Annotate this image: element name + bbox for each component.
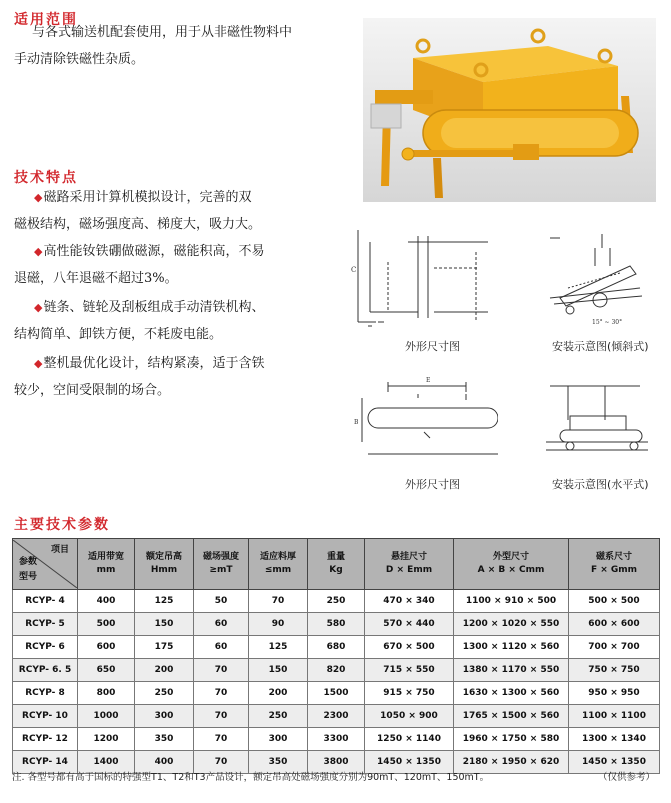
table-cell: 570 × 440 xyxy=(365,613,454,636)
header-model-label: 型号 xyxy=(19,572,38,582)
table-row xyxy=(13,613,660,636)
svg-text:B: B xyxy=(354,419,359,426)
table-cell: 60 xyxy=(194,636,249,659)
table-cell: 2180 × 1950 × 620 xyxy=(454,751,569,774)
table-cell: 800 xyxy=(78,682,135,705)
table-cell: 1000 xyxy=(78,705,135,728)
table-cell: 70 xyxy=(194,751,249,774)
table-cell: 3300 xyxy=(308,728,365,751)
table-cell: 500 × 500 xyxy=(569,590,660,613)
bullet-diamond-icon: ◆ xyxy=(34,301,43,314)
bullet-diamond-icon: ◆ xyxy=(34,245,43,258)
table-cell: 400 xyxy=(135,751,194,774)
spec-table xyxy=(12,538,660,774)
feature-1-line2: 磁极结构，磁场强度高、梯度大，吸力大。 xyxy=(14,217,262,232)
bullet-diamond-icon: ◆ xyxy=(34,357,43,370)
table-cell: 400 xyxy=(78,590,135,613)
table-cell: 715 × 550 xyxy=(365,659,454,682)
table-cell: RCYP- 10 xyxy=(13,705,78,728)
header-col-magnet-size: 磁系尺寸 F × Gmm xyxy=(569,539,660,590)
table-cell: 1450 × 1350 xyxy=(569,751,660,774)
table-cell: 150 xyxy=(135,613,194,636)
table-cell: 200 xyxy=(135,659,194,682)
header-col-hang-size: 悬挂尺寸 D × Emm xyxy=(365,539,454,590)
table-row xyxy=(13,659,660,682)
table-cell: 300 xyxy=(135,705,194,728)
table-cell: RCYP- 4 xyxy=(13,590,78,613)
install-horizontal-drawing xyxy=(540,380,652,466)
table-cell: 1960 × 1750 × 580 xyxy=(454,728,569,751)
svg-text:C: C xyxy=(351,266,357,274)
table-cell: 250 xyxy=(249,705,308,728)
feature-3-line2: 结构简单、卸铁方便，不耗废电能。 xyxy=(14,327,223,342)
table-cell: 60 xyxy=(194,613,249,636)
table-row xyxy=(13,728,660,751)
table-cell: 70 xyxy=(249,590,308,613)
table-cell: 1300 × 1120 × 560 xyxy=(454,636,569,659)
table-row xyxy=(13,705,660,728)
header-col-field: 磁场强度 ≥mT xyxy=(194,539,249,590)
table-cell: 650 xyxy=(78,659,135,682)
table-cell: 680 xyxy=(308,636,365,659)
table-cell: 1100 × 910 × 500 xyxy=(454,590,569,613)
table-cell: 350 xyxy=(135,728,194,751)
table-cell: 70 xyxy=(194,728,249,751)
scope-text-line1: 与各式输送机配套使用，用于从非磁性物料中 xyxy=(32,25,293,40)
header-corner-cell xyxy=(13,539,78,590)
table-cell: 1400 xyxy=(78,751,135,774)
table-cell: 700 × 700 xyxy=(569,636,660,659)
table-cell: 1050 × 900 xyxy=(365,705,454,728)
table-cell: RCYP- 12 xyxy=(13,728,78,751)
scope-text-line2: 手动清除铁磁性杂质。 xyxy=(14,52,145,67)
table-cell: 1300 × 1340 xyxy=(569,728,660,751)
table-cell: 820 xyxy=(308,659,365,682)
table-cell: 175 xyxy=(135,636,194,659)
feature-1-line1: ◆磁路采用计算机模拟设计，完善的双 xyxy=(34,190,252,205)
table-note-reference: （仅供参考） xyxy=(597,772,655,783)
table-cell: 1200 × 1020 × 550 xyxy=(454,613,569,636)
table-cell: 125 xyxy=(135,590,194,613)
table-cell: 600 xyxy=(78,636,135,659)
table-row xyxy=(13,636,660,659)
install-inclined-drawing xyxy=(540,228,652,328)
header-col-outline-size: 外型尺寸 A × B × Cmm xyxy=(454,539,569,590)
table-cell: 950 × 950 xyxy=(569,682,660,705)
table-cell: 600 × 600 xyxy=(569,613,660,636)
table-note: 注. 各型号都有高于国标的特强型T1、T2和T3产品设计，额定吊高处磁场强度分别为90mT、120mT、150mT。 xyxy=(12,772,490,783)
outline-dimension-drawing xyxy=(348,222,498,332)
table-cell: 915 × 750 xyxy=(365,682,454,705)
table-cell: 1380 × 1170 × 550 xyxy=(454,659,569,682)
header-item-label: 项目 xyxy=(50,545,69,555)
table-cell: 70 xyxy=(194,705,249,728)
caption-install-inclined: 安装示意图(倾斜式) xyxy=(552,340,649,353)
table-cell: 2300 xyxy=(308,705,365,728)
table-cell: 250 xyxy=(308,590,365,613)
table-cell: 750 × 750 xyxy=(569,659,660,682)
caption-outline-1: 外形尺寸图 xyxy=(405,340,460,353)
header-col-thickness: 适应料厚 ≤mm xyxy=(249,539,308,590)
table-cell: 150 xyxy=(249,659,308,682)
feature-3-line1: ◆链条、链轮及刮板组成手动清铁机构、 xyxy=(34,300,265,315)
caption-outline-2: 外形尺寸图 xyxy=(405,478,460,491)
table-cell: 70 xyxy=(194,682,249,705)
table-cell: RCYP- 5 xyxy=(13,613,78,636)
table-cell: RCYP- 8 xyxy=(13,682,78,705)
scope-title: 适用范围 xyxy=(14,12,78,28)
table-cell: 580 xyxy=(308,613,365,636)
table-cell: 250 xyxy=(135,682,194,705)
feature-4-line2: 较少，空间受限制的场合。 xyxy=(14,383,171,398)
features-title: 技术特点 xyxy=(14,170,78,186)
table-cell: 1250 × 1140 xyxy=(365,728,454,751)
header-col-height: 额定吊高 Hmm xyxy=(135,539,194,590)
header-col-belt-width: 适用带宽 mm xyxy=(78,539,135,590)
table-cell: 200 xyxy=(249,682,308,705)
table-cell: 350 xyxy=(249,751,308,774)
table-cell: 1765 × 1500 × 560 xyxy=(454,705,569,728)
svg-text:E: E xyxy=(426,377,431,384)
table-cell: 500 xyxy=(78,613,135,636)
table-header-row xyxy=(13,539,660,590)
feature-2-line1: ◆高性能钕铁硼做磁源，磁能积高，不易 xyxy=(34,244,265,259)
table-cell: 3800 xyxy=(308,751,365,774)
table-cell: 1450 × 1350 xyxy=(365,751,454,774)
bullet-diamond-icon: ◆ xyxy=(34,191,43,204)
table-cell: 300 xyxy=(249,728,308,751)
header-param-label: 参数 xyxy=(19,557,38,567)
feature-2-line2: 退磁，八年退磁不超过3%。 xyxy=(14,271,178,286)
table-cell: 1500 xyxy=(308,682,365,705)
header-col-weight: 重量 Kg xyxy=(308,539,365,590)
table-row xyxy=(13,590,660,613)
table-cell: 90 xyxy=(249,613,308,636)
table-cell: 670 × 500 xyxy=(365,636,454,659)
table-cell: 1200 xyxy=(78,728,135,751)
table-cell: 125 xyxy=(249,636,308,659)
params-title: 主要技术参数 xyxy=(14,517,110,533)
table-cell: RCYP- 6 xyxy=(13,636,78,659)
table-cell: RCYP- 6. 5 xyxy=(13,659,78,682)
caption-install-horizontal: 安装示意图(水平式) xyxy=(552,478,649,491)
table-cell: RCYP- 14 xyxy=(13,751,78,774)
table-cell: 70 xyxy=(194,659,249,682)
angle-label: 15° ~ 30° xyxy=(592,319,623,326)
table-row xyxy=(13,682,660,705)
feature-4-line1: ◆整机最优化设计，结构紧凑，适于含铁 xyxy=(34,356,265,371)
product-photo xyxy=(363,18,656,202)
outline-dimension-drawing-2 xyxy=(348,370,498,470)
table-cell: 470 × 340 xyxy=(365,590,454,613)
table-cell: 50 xyxy=(194,590,249,613)
table-cell: 1100 × 1100 xyxy=(569,705,660,728)
table-cell: 1630 × 1300 × 560 xyxy=(454,682,569,705)
